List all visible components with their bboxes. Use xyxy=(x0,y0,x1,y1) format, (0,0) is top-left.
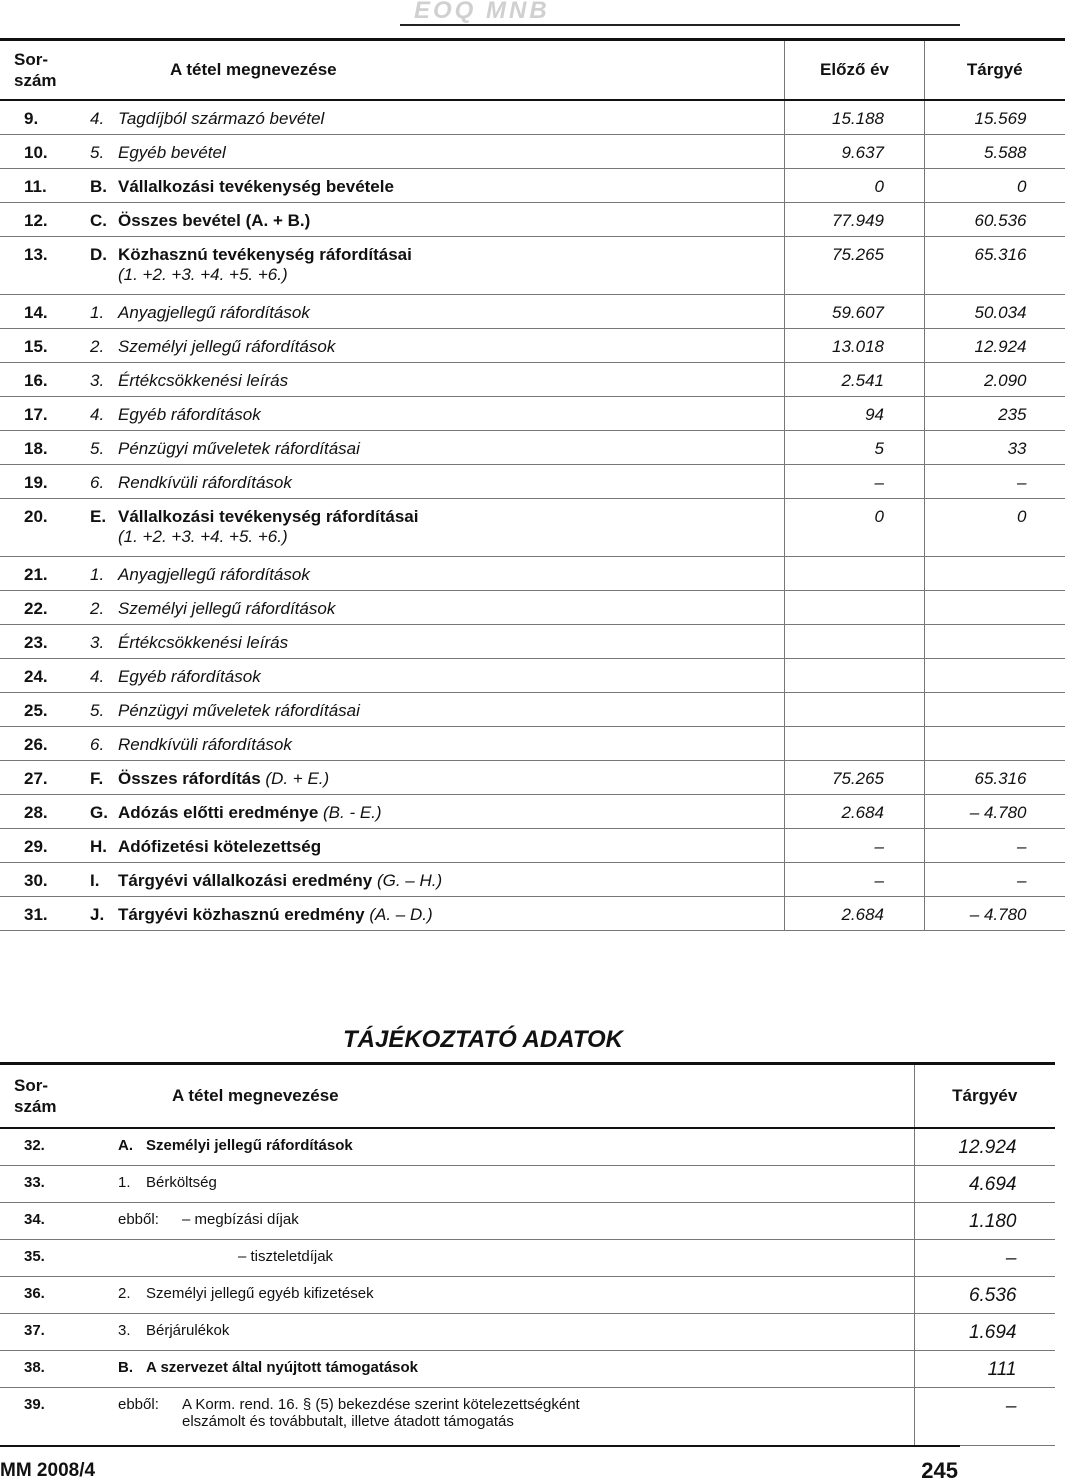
row-letter: B. xyxy=(90,176,107,196)
row-name-cell xyxy=(78,1165,915,1202)
row-number: 13. xyxy=(0,236,66,294)
row-name: Összes bevétel (A. + B.) xyxy=(118,210,311,230)
row-number: 29. xyxy=(0,828,66,862)
row-name: A szervezet által nyújtott támogatások xyxy=(146,1358,419,1376)
table-row xyxy=(0,726,1065,760)
current-year-value xyxy=(925,556,1065,590)
row-name-cell xyxy=(66,828,785,862)
row-name: Személyi jellegű egyéb kifizetések xyxy=(146,1284,374,1302)
row-letter: D. xyxy=(90,244,107,264)
row-letter: 4. xyxy=(90,109,105,128)
current-year-value: 50.034 xyxy=(925,294,1065,328)
prev-year-value: 0 xyxy=(785,168,925,202)
prev-year-value xyxy=(785,692,925,726)
table-row xyxy=(0,168,1065,202)
row-name-formula: (G. – H.) xyxy=(376,870,443,890)
table-row xyxy=(0,396,1065,430)
table-row xyxy=(0,294,1065,328)
table-row xyxy=(0,1202,1055,1239)
table-row xyxy=(0,498,1065,556)
row-number: 23. xyxy=(0,624,66,658)
row-name: Tárgyévi közhasznú eredmény xyxy=(118,904,365,924)
row-name-cell xyxy=(78,1202,915,1239)
row-name: A Korm. rend. 16. § (5) bekezdése szerint kötelezettségként xyxy=(182,1395,580,1413)
row-name-cell xyxy=(66,396,785,430)
row-name-cell xyxy=(66,134,785,168)
row-number: 14. xyxy=(0,294,66,328)
col-header-current-year: Tárgyé xyxy=(925,40,1065,101)
table-row xyxy=(0,862,1065,896)
prev-year-value xyxy=(785,624,925,658)
row-number: 33. xyxy=(0,1165,78,1202)
current-year-value: – xyxy=(915,1239,1055,1276)
row-name-cell xyxy=(66,328,785,362)
row-name: Egyéb ráfordítások xyxy=(118,404,261,424)
current-year-value xyxy=(925,726,1065,760)
table-header-row xyxy=(0,1064,1055,1129)
current-year-value: 65.316 xyxy=(925,236,1065,294)
current-year-value: 5.588 xyxy=(925,134,1065,168)
row-letter: 5. xyxy=(90,438,105,458)
row-number: 18. xyxy=(0,430,66,464)
current-year-value: – xyxy=(915,1387,1055,1445)
row-name-cell xyxy=(78,1239,915,1276)
row-letter: E. xyxy=(90,506,107,526)
row-number: 20. xyxy=(0,498,66,556)
row-name-cell xyxy=(66,236,785,294)
table-row xyxy=(0,1350,1055,1387)
table-row xyxy=(0,896,1065,930)
current-year-value: – xyxy=(925,828,1065,862)
table-row xyxy=(0,1313,1055,1350)
row-name-cell xyxy=(78,1128,915,1165)
row-letter: 1. xyxy=(90,564,105,584)
col-header-name: A tétel megnevezése xyxy=(66,40,785,101)
row-number: 9. xyxy=(0,100,66,134)
prev-year-value: 2.541 xyxy=(785,362,925,396)
row-number: 12. xyxy=(0,202,66,236)
row-number: 24. xyxy=(0,658,66,692)
row-name: Vállalkozási tevékenység bevétele xyxy=(118,176,394,196)
current-year-value xyxy=(925,658,1065,692)
prev-year-value: – xyxy=(785,828,925,862)
current-year-value: 1.694 xyxy=(915,1313,1055,1350)
row-number: 39. xyxy=(0,1387,78,1445)
current-year-value: 33 xyxy=(925,430,1065,464)
row-name: Értékcsökkenési leírás xyxy=(118,370,289,390)
current-year-value: 12.924 xyxy=(915,1128,1055,1165)
row-prefix: ebből: xyxy=(118,1210,159,1228)
prev-year-value xyxy=(785,658,925,692)
income-statement-table xyxy=(0,38,1065,931)
current-year-value: – 4.780 xyxy=(925,794,1065,828)
row-number: 30. xyxy=(0,862,66,896)
row-letter: 5. xyxy=(90,142,105,162)
row-name-cell xyxy=(66,624,785,658)
row-number: 21. xyxy=(0,556,66,590)
table-row xyxy=(0,658,1065,692)
row-name: Személyi jellegű ráfordítások xyxy=(146,1137,353,1154)
row-number: 19. xyxy=(0,464,66,498)
row-name-formula: (B. - E.) xyxy=(323,802,382,822)
prev-year-value xyxy=(785,726,925,760)
col-header-sorszam: Sor- szám xyxy=(0,1064,78,1129)
row-name-cell xyxy=(66,862,785,896)
row-name-cell xyxy=(78,1350,915,1387)
row-name: Adófizetési kötelezettség xyxy=(118,836,322,856)
table-row xyxy=(0,1239,1055,1276)
row-name: Pénzügyi műveletek ráfordításai xyxy=(118,700,360,720)
prev-year-value: 2.684 xyxy=(785,794,925,828)
footer-rule xyxy=(0,1445,960,1447)
row-letter: C. xyxy=(90,210,107,230)
table-row xyxy=(0,1276,1055,1313)
row-prefix: B. xyxy=(118,1358,133,1376)
row-number: 28. xyxy=(0,794,66,828)
row-number: 22. xyxy=(0,590,66,624)
row-name: Közhasznú tevékenység ráfordításai xyxy=(118,244,412,264)
row-name: Pénzügyi műveletek ráfordításai xyxy=(118,438,360,458)
header-mark xyxy=(400,0,960,24)
table-row xyxy=(0,828,1065,862)
table-row xyxy=(0,1128,1055,1165)
row-letter: 6. xyxy=(90,734,105,754)
current-year-value: 1.180 xyxy=(915,1202,1055,1239)
header-mark-text: EOQ MNB xyxy=(414,0,550,24)
row-name-cell xyxy=(66,430,785,464)
current-year-value: 4.694 xyxy=(915,1165,1055,1202)
row-name: Egyéb ráfordítások xyxy=(118,666,261,686)
row-name-cell xyxy=(66,168,785,202)
current-year-value: 2.090 xyxy=(925,362,1065,396)
row-name-cell xyxy=(66,590,785,624)
row-name: Összes ráfordítás xyxy=(118,768,261,788)
table-row xyxy=(0,1165,1055,1202)
row-letter: I. xyxy=(90,870,100,890)
row-name-cell xyxy=(78,1276,915,1313)
col-header-current-year: Tárgyév xyxy=(915,1064,1055,1129)
prev-year-value: – xyxy=(785,862,925,896)
prev-year-value: 75.265 xyxy=(785,760,925,794)
row-name-formula: (1. +2. +3. +4. +5. +6.) xyxy=(118,526,288,546)
row-name: Tagdíjból származó bevétel xyxy=(118,109,325,128)
table-row xyxy=(0,794,1065,828)
row-name: Rendkívüli ráfordítások xyxy=(118,472,292,492)
row-name-formula: (A. – D.) xyxy=(369,904,433,924)
row-prefix xyxy=(118,1248,146,1265)
current-year-value: 0 xyxy=(925,498,1065,556)
row-number: 32. xyxy=(0,1128,78,1165)
row-name-formula: (1. +2. +3. +4. +5. +6.) xyxy=(118,264,288,284)
row-number: 34. xyxy=(0,1202,78,1239)
current-year-value xyxy=(925,624,1065,658)
table-row xyxy=(0,134,1065,168)
current-year-value: 6.536 xyxy=(915,1276,1055,1313)
row-name: Adózás előtti eredménye xyxy=(118,802,319,822)
row-number: 36. xyxy=(0,1276,78,1313)
current-year-value: – 4.780 xyxy=(925,896,1065,930)
row-number: 26. xyxy=(0,726,66,760)
prev-year-value: 15.188 xyxy=(785,100,925,134)
row-letter: 5. xyxy=(90,700,105,720)
row-letter: H. xyxy=(90,836,107,856)
table-row xyxy=(0,760,1065,794)
prev-year-value: 9.637 xyxy=(785,134,925,168)
prev-year-value xyxy=(785,590,925,624)
row-name: Bérköltség xyxy=(146,1173,217,1191)
table-row xyxy=(0,100,1065,134)
current-year-value: 60.536 xyxy=(925,202,1065,236)
current-year-value: – xyxy=(925,464,1065,498)
table-row xyxy=(0,464,1065,498)
row-number: 15. xyxy=(0,328,66,362)
table-row xyxy=(0,202,1065,236)
current-year-value: 235 xyxy=(925,396,1065,430)
current-year-value: 15.569 xyxy=(925,100,1065,134)
row-name: Személyi jellegű ráfordítások xyxy=(118,336,336,356)
row-name: Tárgyévi vállalkozási eredmény xyxy=(118,870,373,890)
current-year-value: 12.924 xyxy=(925,328,1065,362)
table-row xyxy=(0,236,1065,294)
row-name-cell xyxy=(78,1313,915,1350)
table-row xyxy=(0,362,1065,396)
table-row xyxy=(0,430,1065,464)
row-letter: 6. xyxy=(90,472,105,492)
current-year-value: 0 xyxy=(925,168,1065,202)
row-name-cell xyxy=(66,498,785,556)
row-prefix: ebből: xyxy=(118,1395,159,1413)
row-name-cell xyxy=(66,896,785,930)
row-letter: 2. xyxy=(90,598,105,618)
current-year-value: – xyxy=(925,862,1065,896)
row-number: 38. xyxy=(0,1350,78,1387)
row-name-cell xyxy=(66,464,785,498)
row-letter: 2. xyxy=(90,336,105,356)
col-header-name: A tétel megnevezése xyxy=(78,1064,915,1129)
row-letter: J. xyxy=(90,904,105,924)
table-row xyxy=(0,556,1065,590)
row-name: Egyéb bevétel xyxy=(118,142,226,162)
row-number: 27. xyxy=(0,760,66,794)
prev-year-value: – xyxy=(785,464,925,498)
prev-year-value: 94 xyxy=(785,396,925,430)
row-name-cell xyxy=(66,362,785,396)
row-letter: 4. xyxy=(90,404,105,424)
table-header-row xyxy=(0,40,1065,101)
row-name: Értékcsökkenési leírás xyxy=(118,632,289,652)
row-name-continued: elszámolt és továbbutalt, illetve átadott támogatás xyxy=(182,1412,514,1430)
prev-year-value: 0 xyxy=(785,498,925,556)
row-letter: F. xyxy=(90,768,104,788)
info-data-table xyxy=(0,1062,1055,1446)
row-number: 31. xyxy=(0,896,66,930)
row-number: 17. xyxy=(0,396,66,430)
row-name: – tiszteletdíjak xyxy=(238,1247,334,1265)
prev-year-value: 5 xyxy=(785,430,925,464)
row-prefix: 2. xyxy=(118,1284,131,1302)
prev-year-value: 77.949 xyxy=(785,202,925,236)
row-name-cell xyxy=(66,202,785,236)
row-name-cell xyxy=(66,760,785,794)
col-header-prev-year: Előző év xyxy=(785,40,925,101)
table-row xyxy=(0,590,1065,624)
row-prefix: 1. xyxy=(118,1173,131,1191)
row-number: 35. xyxy=(0,1239,78,1276)
row-number: 10. xyxy=(0,134,66,168)
prev-year-value: 13.018 xyxy=(785,328,925,362)
current-year-value: 65.316 xyxy=(925,760,1065,794)
row-name-cell xyxy=(66,100,785,134)
page-number: 245 xyxy=(921,1458,958,1483)
row-number: 11. xyxy=(0,168,66,202)
row-name: Anyagjellegű ráfordítások xyxy=(118,564,310,584)
row-letter: 1. xyxy=(90,302,105,322)
row-number: 16. xyxy=(0,362,66,396)
table-row xyxy=(0,1387,1055,1445)
row-name-cell xyxy=(66,658,785,692)
row-name-formula: (D. + E.) xyxy=(265,768,330,788)
prev-year-value xyxy=(785,556,925,590)
header-rule xyxy=(400,24,960,26)
row-name: Anyagjellegű ráfordítások xyxy=(118,302,310,322)
row-name: Bérjárulékok xyxy=(146,1321,230,1339)
row-prefix: 3. xyxy=(118,1321,131,1339)
row-name-cell xyxy=(66,294,785,328)
row-name-cell xyxy=(78,1387,915,1445)
current-year-value: 111 xyxy=(915,1350,1055,1387)
row-letter: 3. xyxy=(90,370,105,390)
row-name: Rendkívüli ráfordítások xyxy=(118,734,292,754)
row-name-cell xyxy=(66,726,785,760)
prev-year-value: 59.607 xyxy=(785,294,925,328)
row-name: Vállalkozási tevékenység ráfordításai xyxy=(118,506,419,526)
table-row xyxy=(0,328,1065,362)
row-name: Személyi jellegű ráfordítások xyxy=(118,598,336,618)
current-year-value xyxy=(925,692,1065,726)
row-name-cell xyxy=(66,556,785,590)
section-title: TÁJÉKOZTATÓ ADATOK xyxy=(343,1026,623,1053)
prev-year-value: 75.265 xyxy=(785,236,925,294)
table-row xyxy=(0,624,1065,658)
row-letter: 3. xyxy=(90,632,105,652)
col-header-sorszam: Sor- szám xyxy=(0,40,66,101)
row-name-cell xyxy=(66,794,785,828)
row-prefix: A. xyxy=(118,1137,133,1154)
row-name-cell xyxy=(66,692,785,726)
current-year-value xyxy=(925,590,1065,624)
prev-year-value: 2.684 xyxy=(785,896,925,930)
footer-issue: MM 2008/4 xyxy=(0,1460,96,1481)
row-number: 37. xyxy=(0,1313,78,1350)
row-letter: 4. xyxy=(90,666,105,686)
row-number: 25. xyxy=(0,692,66,726)
row-letter: G. xyxy=(90,802,108,822)
row-name: – megbízási díjak xyxy=(182,1210,299,1228)
table-row xyxy=(0,692,1065,726)
